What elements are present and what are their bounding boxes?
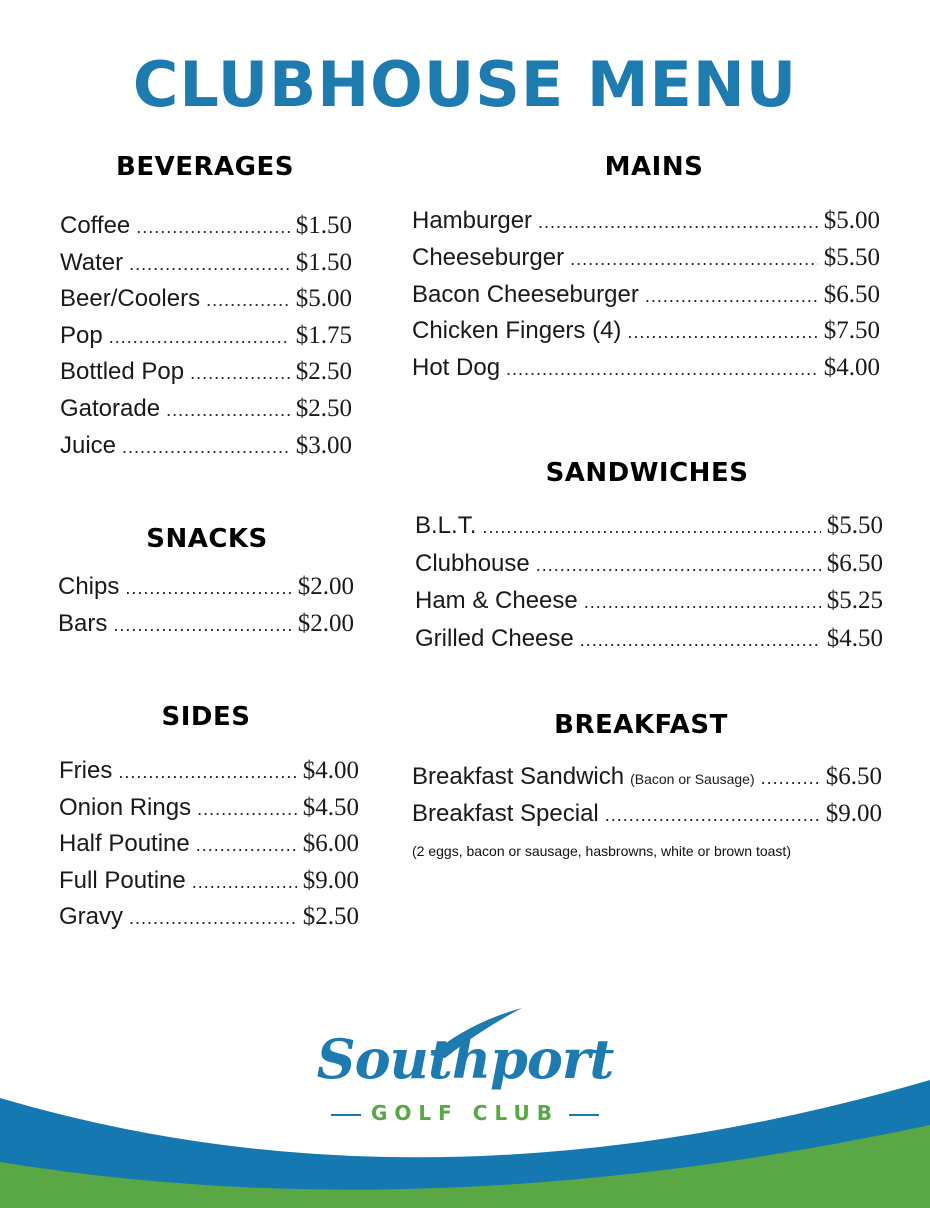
menu-item: Clubhouse ..... $6.50 bbox=[415, 550, 883, 588]
menu-item: Breakfast Special ..... $9.00 bbox=[412, 800, 882, 837]
sides-heading: SIDES bbox=[161, 702, 251, 732]
menu-item: Chicken Fingers (4) ..... $7.50 bbox=[412, 317, 880, 354]
sandwiches-heading: SANDWICHES bbox=[545, 458, 749, 488]
menu-item: Water ..... $1.50 bbox=[60, 249, 352, 286]
menu-item: Chips ..... $2.00 bbox=[58, 573, 354, 610]
menu-item: Juice ..... $3.00 bbox=[60, 432, 352, 469]
menu-item: Bottled Pop ..... $2.50 bbox=[60, 358, 352, 395]
mains-list bbox=[412, 207, 880, 391]
menu-item: Gatorade ..... $2.50 bbox=[60, 395, 352, 432]
snacks-heading: SNACKS bbox=[146, 524, 268, 554]
menu-item: Half Poutine ..... $6.00 bbox=[59, 830, 359, 867]
beverages-heading: BEVERAGES bbox=[116, 152, 294, 182]
menu-item: Ham & Cheese ..... $5.25 bbox=[415, 587, 883, 625]
page-title: CLUBHOUSE MENU bbox=[132, 48, 798, 121]
breakfast-list bbox=[412, 763, 882, 837]
logo-wordmark: Southport bbox=[316, 1027, 614, 1091]
snacks-list bbox=[58, 573, 354, 647]
mains-heading: MAINS bbox=[604, 152, 704, 182]
menu-item: Cheeseburger ..... $5.50 bbox=[412, 244, 880, 281]
menu-item: B.L.T. ..... $5.50 bbox=[415, 512, 883, 550]
sides-list bbox=[59, 757, 359, 940]
beverages-list bbox=[60, 212, 352, 468]
menu-item: Beer/Coolers ..... $5.00 bbox=[60, 285, 352, 322]
breakfast-heading: BREAKFAST bbox=[554, 710, 728, 740]
menu-item: Pop ..... $1.75 bbox=[60, 322, 352, 359]
menu-item: Fries ..... $4.00 bbox=[59, 757, 359, 794]
menu-item: Bars ..... $2.00 bbox=[58, 610, 354, 647]
menu-item: Full Poutine ..... $9.00 bbox=[59, 867, 359, 904]
menu-item: Coffee ..... $1.50 bbox=[60, 212, 352, 249]
menu-item: Onion Rings ..... $4.50 bbox=[59, 794, 359, 831]
menu-item: Gravy ..... $2.50 bbox=[59, 903, 359, 940]
menu-item: Hamburger ..... $5.00 bbox=[412, 207, 880, 244]
menu-item: Breakfast Sandwich (Bacon or Sausage) ..... $6.50 bbox=[412, 763, 882, 800]
sandwiches-list bbox=[415, 512, 883, 662]
logo-subtitle: GOLF CLUB bbox=[0, 1101, 930, 1125]
breakfast-note: (2 eggs, bacon or sausage, hasbrowns, white or brown toast) bbox=[412, 843, 791, 859]
menu-item: Bacon Cheeseburger ..... $6.50 bbox=[412, 281, 880, 318]
menu-item: Grilled Cheese ..... $4.50 bbox=[415, 625, 883, 663]
menu-item: Hot Dog ..... $4.00 bbox=[412, 354, 880, 391]
